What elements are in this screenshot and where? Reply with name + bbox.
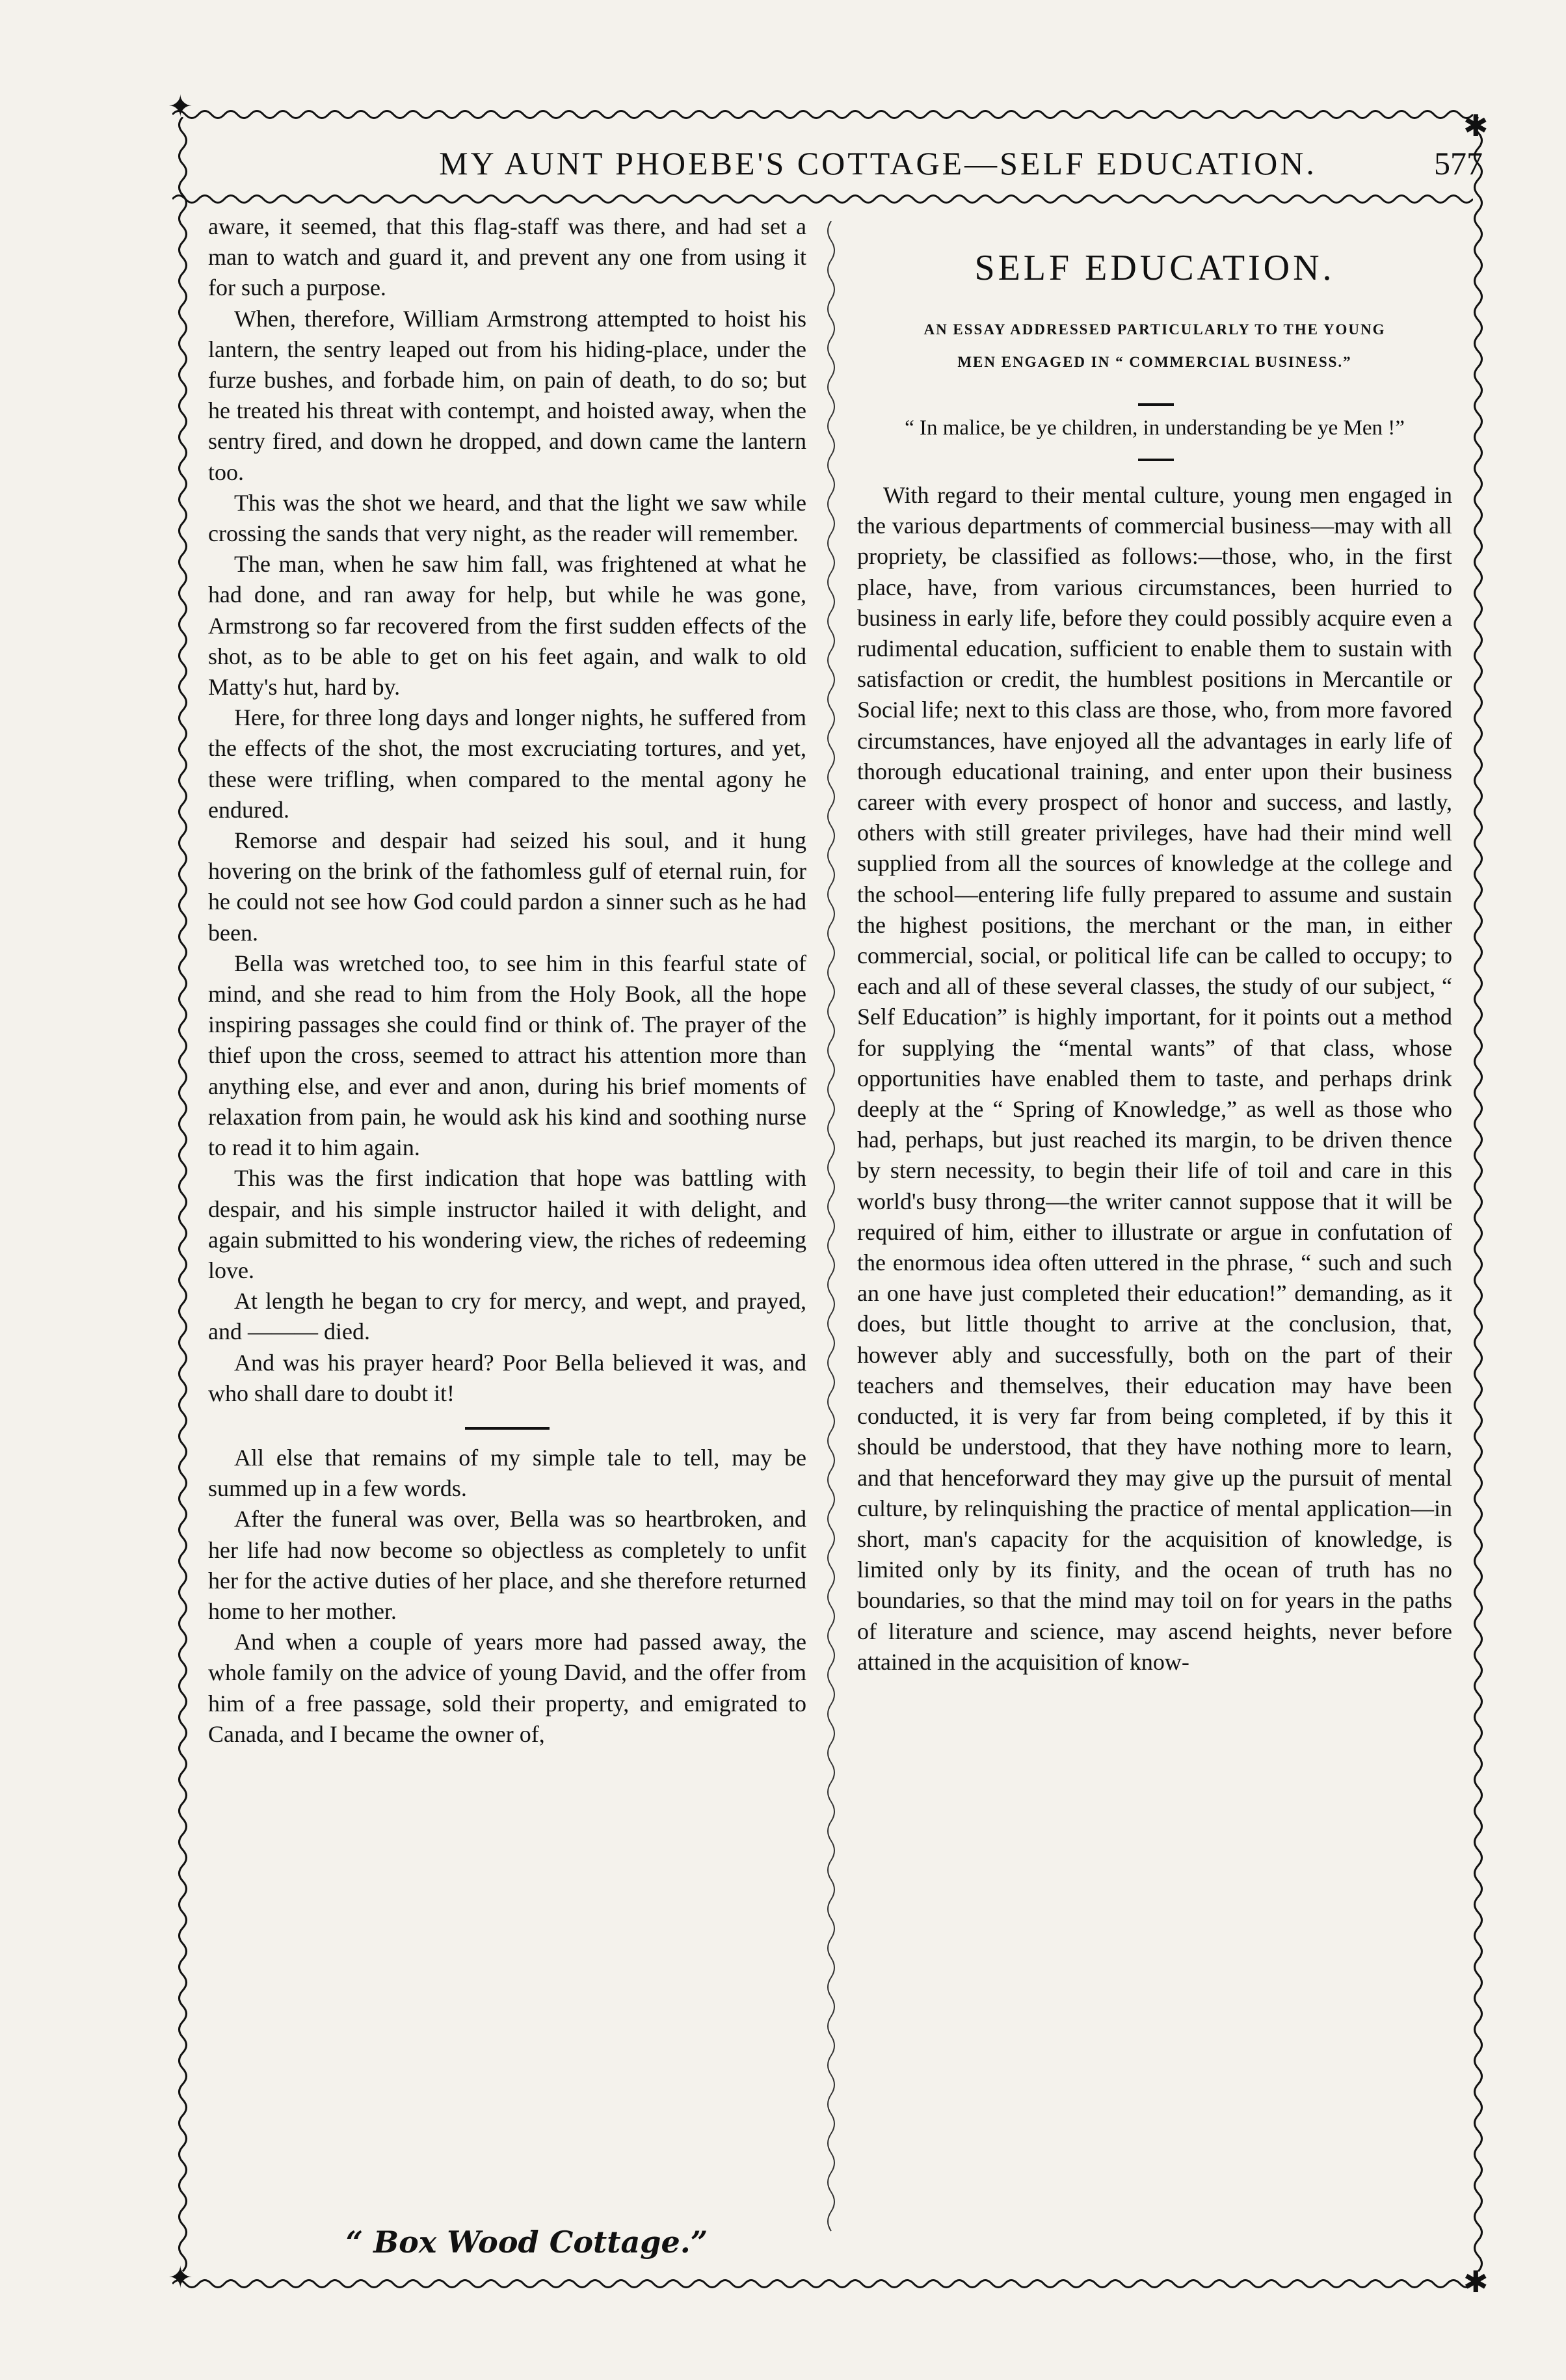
corner-ornament-bottom-left: ✦ (168, 2260, 193, 2295)
paragraph: All else that remains of my simple tale to tell, may be summed up in a few words. (208, 1444, 806, 1502)
column-gutter-rule (825, 221, 838, 2238)
epigraph-dash-rule (1138, 459, 1174, 461)
paragraph: aware, it seemed, that this flag-staff was there, and had set a man to watch and guard it, and prevent any one from using it for such a purpose. (208, 213, 806, 301)
right-column-body (857, 480, 1452, 1678)
paragraph: And when a couple of years more had passed away, the whole family on the advice of young David, and the offer from him of a free passage, sold their property, and emigrated to Canada, and I became the owner of, (208, 1629, 806, 1747)
paragraph: Bella was wretched too, to see him in this fearful state of mind, and she read to him from the Holy Book, all the hope inspiring passages she could find or think of. The prayer of the thief upon the cross, seemed to attract his attention more than anything else, and ever and anon, during his brief moments of relaxation from pain, he would ask his kind and soothing nurse to read it to him again. (208, 950, 806, 1161)
page-number: 577 (1434, 145, 1483, 181)
corner-ornament-top-left: ✦ (168, 88, 193, 124)
corner-ornament-top-right: ✱ (1463, 108, 1489, 143)
left-ornamental-rule (176, 117, 190, 2277)
bottom-ornamental-rule (172, 2277, 1473, 2291)
subtitle-line: AN ESSAY ADDRESSED PARTICULARLY TO THE YOUNG (923, 321, 1386, 338)
subtitle-line: MEN ENGAGED IN “ COMMERCIAL BUSINESS.” (957, 354, 1352, 370)
paragraph: When, therefore, William Armstrong attempted to hoist his lantern, the sentry leaped out from his hiding-place, under the furze bushes, and forbade him, on pain of death, to do so; but he treated his threat with contempt, and hoisted away, when the sentry fired, and down he dropped, and down came the lantern too. (208, 305, 806, 485)
paragraph: And was his prayer heard? Poor Bella believed it was, and who shall dare to doubt it! (208, 1349, 806, 1406)
paragraph: The man, when he saw him fall, was frightened at what he had done, and ran away for help, but while he was gone, Armstrong so far recovered from the first sudden effects of the shot, as to be able to get on his feet again, and walk to old Matty's hut, hard by. (208, 551, 806, 701)
closing-title: “ Box Wood Cottage.” (345, 2225, 708, 2260)
title-dash-rule (1138, 403, 1174, 406)
running-head: MY AUNT PHOEBE'S COTTAGE—SELF EDUCATION. (439, 145, 1317, 181)
paragraph: This was the shot we heard, and that the light we saw while crossing the sands that very night, as the reader will remember. (208, 489, 806, 547)
paragraph: Remorse and despair had seized his soul, and it hung hovering on the brink of the fathomless gulf of eternal ruin, for he could not see how God could pardon a sinner such as he had been. (208, 827, 806, 946)
paragraph: This was the first indication that hope was battling with despair, and his simple instructor hailed it with delight, and again submitted to his wondering view, the riches of redeeming love. (208, 1165, 806, 1283)
header-underline-rule (172, 192, 1473, 206)
epigraph: “ In malice, be ye children, in understanding be ye Men !” (905, 416, 1405, 440)
paragraph: With regard to their mental culture, young men engaged in the various departments of commercial business—may with all propriety, be classified as follows:—those, who, in the first place, have, from various circumstances, been hurried to business in early life, before they could possibly acquire even a rudimental education, sufficient to enable them to sustain with satisfaction or credit, the humblest positions in Mercantile or Social life; next to this class are those, who, from more favored circumstances, have enjoyed all the advantages in early life of thorough educational training, and enter upon their business career with every prospect of honor and success, and lastly, others with still greater privileges, have had their mind well supplied from all the sources of knowledge at the college and the school—entering life fully prepared to assume and sustain the highest positions, the merchant or the man, in either commercial, social, or political life can be called to occupy; to each and all of these several classes, the study of our subject, “ Self Education” is highly important, for it points out a method for supplying the “mental wants” of that class, whose opportunities have enabled them to taste, and perhaps drink deeply at the “ Spring of Knowledge,” as well as those who had, perhaps, but just reached its margin, to be driven thence by stern necessity, to begin their life of toil and care in this world's busy throng—the writer cannot suppose that it will be required of him, either to illustrate or argue in confutation of the enormous idea often uttered in the phrase, “ such and such an one have just completed their education!” demanding, as it does, but little thought to arrive at the conclusion, that, however ably and successfully, both on the part of their teachers and themselves, their education may have been conducted, it is very far from being completed, if by this it should be understood, that they have nothing more to learn, and that henceforward they may give up the pursuit of mental culture, by relinquishing the practice of mental application—in short, man's capacity for the acquisition of knowledge, is limited only by its finity, and the ocean of truth has no boundaries, so that the mind may toil on for years in the paths of literature and science, may ascend heights, never before attained in the acquisition of know- (857, 482, 1452, 1675)
article-title: SELF EDUCATION. (974, 248, 1335, 288)
section-separator-rule (465, 1427, 550, 1430)
article-subtitle (857, 314, 1452, 379)
paragraph: At length he began to cry for mercy, and wept, and prayed, and ——— died. (208, 1288, 806, 1345)
top-ornamental-rule (172, 107, 1473, 122)
corner-ornament-bottom-right: ✱ (1463, 2264, 1489, 2299)
paragraph: Here, for three long days and longer nights, he suffered from the effects of the shot, the most excruciating tortures, and yet, these were trifling, when compared to the mental agony he endured. (208, 704, 806, 823)
left-column (208, 211, 806, 1750)
right-ornamental-rule (1471, 117, 1485, 2277)
paragraph: After the funeral was over, Bella was so heartbroken, and her life had now become so objectless as completely to unfit her for the active duties of her place, and she therefore returned home to her mother. (208, 1506, 806, 1624)
